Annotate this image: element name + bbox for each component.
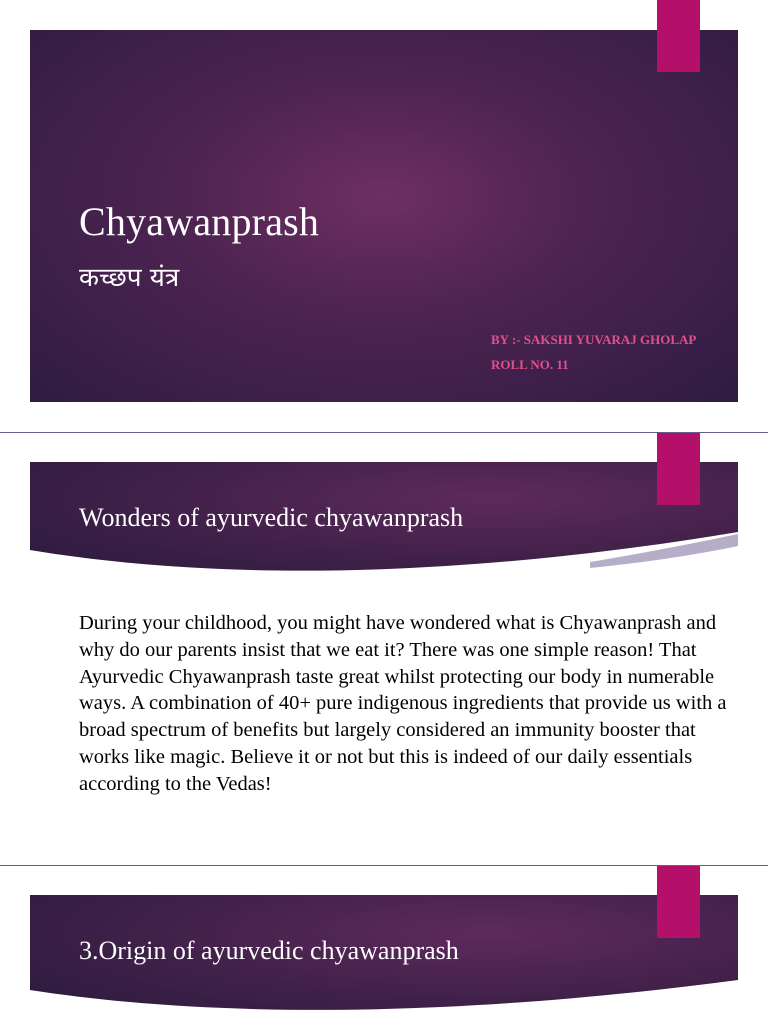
slide-title: Chyawanprash: [79, 199, 320, 244]
slide-heading: Wonders of ayurvedic chyawanprash: [79, 503, 464, 532]
header-wave-shape: [30, 528, 738, 588]
slide-2: [0, 433, 768, 865]
slide-body-text: During your childhood, you might have wondered what is Chyawanprash and why do our parents insist that we eat it? There was one simple reason! That Ayurvedic Chyawanprash taste great whilst protecting our body in numerable ways. A combination of 40+ pure indigenous ingredients that provide us with a broad spectrum of benefits but largely considered an immunity booster that works like magic. Believe it or not but this is indeed of our daily essentials according to the Vedas!: [79, 612, 727, 795]
accent-bar: [657, 0, 700, 72]
accent-bar: [657, 866, 700, 938]
slide-heading: 3.Origin of ayurvedic chyawanprash: [79, 936, 459, 965]
accent-bar: [657, 433, 700, 505]
slide-subtitle: कच्छप यंत्र: [79, 263, 180, 293]
slide-1-title: [0, 0, 768, 432]
author-line: BY :- SAKSHI YUVARAJ GHOLAP: [491, 332, 697, 347]
roll-number: ROLL NO. 11: [491, 357, 569, 372]
slide-3: [0, 866, 768, 1024]
header-wave-shape: [30, 978, 738, 1024]
